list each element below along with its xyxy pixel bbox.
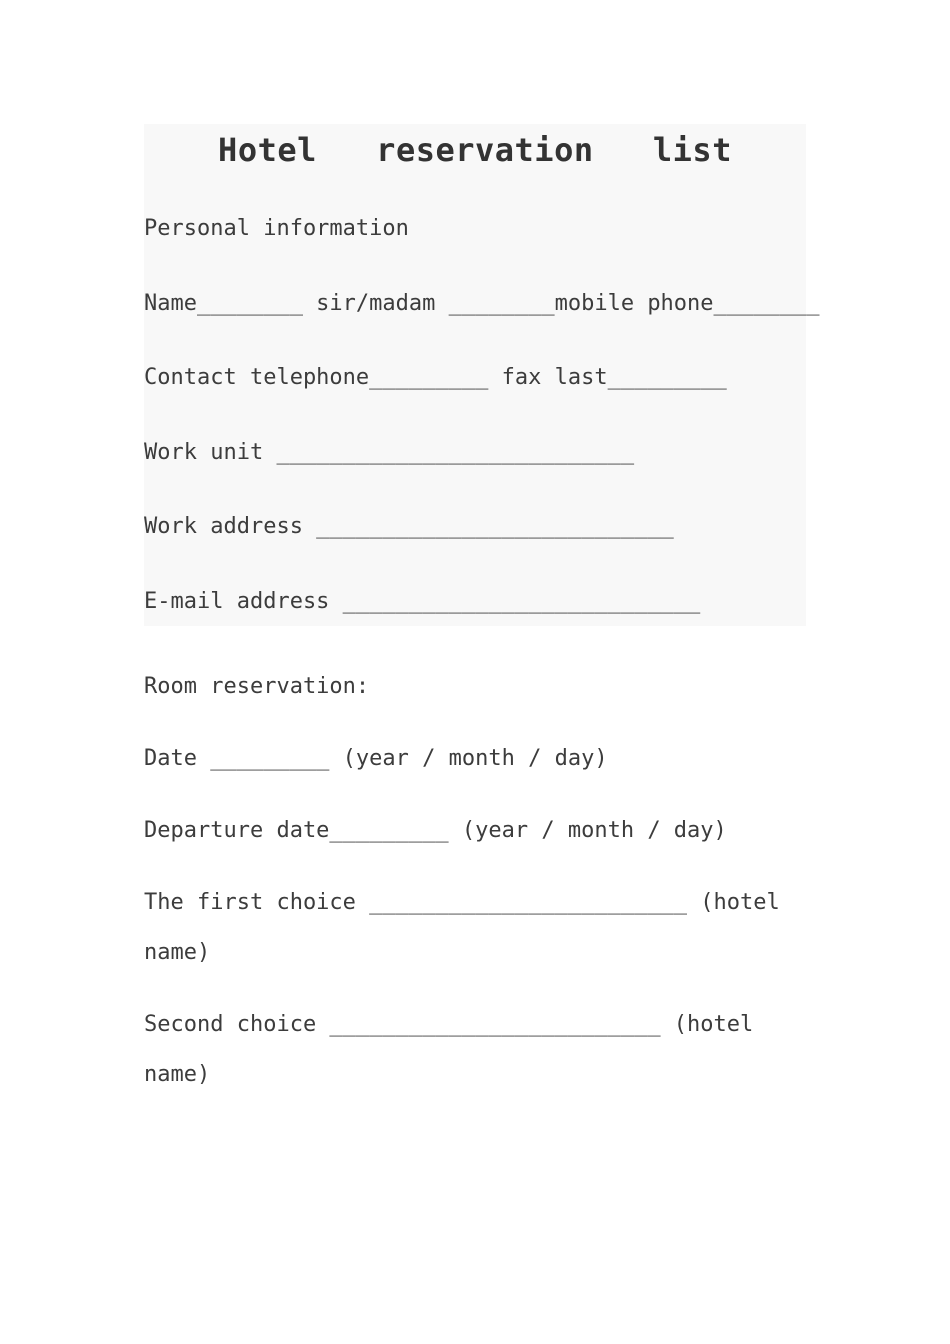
- arrival-date-field-line: Date _________ (year / month / day): [144, 746, 608, 771]
- email-field-line: E-mail address ___________________________: [144, 589, 701, 614]
- contact-telephone-field-line: Contact telephone_________ fax last_________: [144, 365, 727, 390]
- second-choice-continuation: name): [144, 1062, 211, 1087]
- page-title: Hotel reservation list: [218, 131, 732, 169]
- personal-info-heading: Personal information: [144, 216, 409, 241]
- work-unit-field-line: Work unit ___________________________: [144, 440, 635, 465]
- work-address-field-line: Work address ___________________________: [144, 514, 674, 539]
- first-choice-field-line: The first choice ________________________ (hotel: [144, 890, 780, 915]
- second-choice-field-line: Second choice _________________________ (hotel: [144, 1012, 754, 1037]
- name-field-line: Name________ sir/madam ________mobile phone________: [144, 291, 820, 316]
- first-choice-continuation: name): [144, 940, 211, 965]
- room-reservation-heading: Room reservation:: [144, 674, 370, 699]
- departure-date-field-line: Departure date_________ (year / month / day): [144, 818, 727, 843]
